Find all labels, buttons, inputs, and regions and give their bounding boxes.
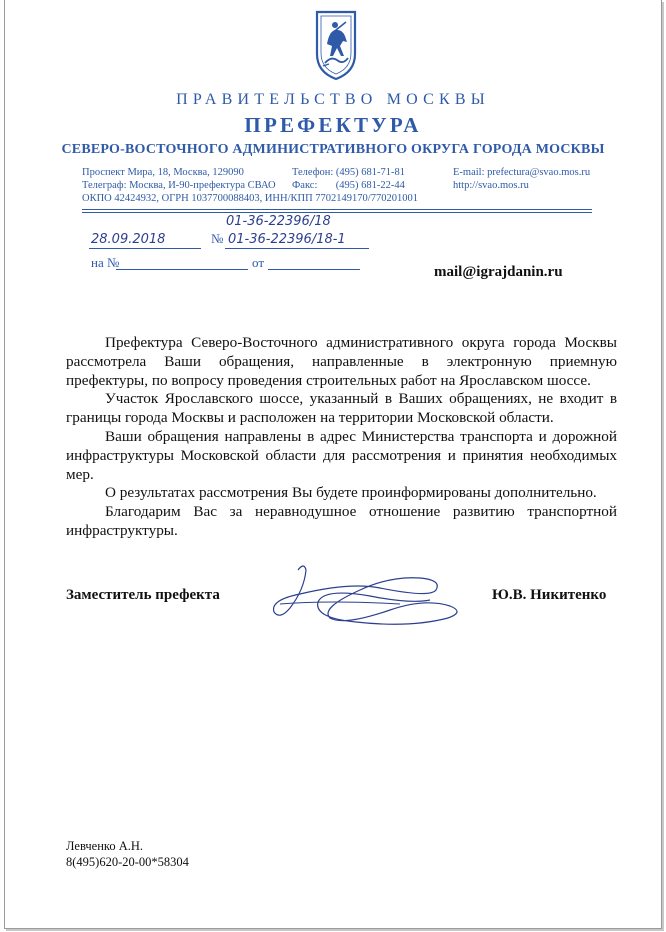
- district-title: СЕВЕРО-ВОСТОЧНОГО АДМИНИСТРАТИВНОГО ОКРУГА ГОРОДА МОСКВЫ: [61, 142, 605, 157]
- number-underline: [225, 248, 369, 249]
- reply-to-number-line: [116, 269, 248, 270]
- contact-address-block: [82, 167, 276, 192]
- website-line: http://svao.mos.ru: [453, 179, 529, 191]
- reply-to-number-label: на №: [91, 255, 120, 270]
- letter-body: [66, 334, 617, 541]
- registration-number: 01-36-22396/18-1: [228, 232, 346, 247]
- reply-to-date-line: [268, 269, 360, 270]
- reply-to-date-label: от: [252, 255, 265, 270]
- contact-phone-block: [292, 167, 405, 192]
- body-paragraph: Благодарим Вас за неравнодушное отношение развитию транспортной инфраструктуры.: [66, 503, 617, 539]
- moscow-coat-of-arms-icon: [313, 8, 359, 82]
- body-paragraph: Префектура Северо-Восточного административного округа города Москвы рассмотрела Ваши обращения, направленные в электронную приемную префектуры, по вопросу проведения строительных работ на Ярославском шоссе.: [66, 334, 617, 389]
- fax-line: Факс: (495) 681-22-44: [292, 179, 405, 191]
- signatory-name: Ю.В. Никитенко: [492, 587, 607, 603]
- body-paragraph: Участок Ярославского шоссе, указанный в Ваших обращениях, не входит в границы города Москвы и расположен на территории Московской области.: [66, 390, 617, 427]
- handwritten-signature: [260, 560, 470, 632]
- signatory-title: Заместитель префекта: [66, 587, 220, 603]
- registration-date: 28.09.2018: [91, 232, 166, 247]
- executor-phone: 8(495)620-20-00*58304: [66, 855, 189, 869]
- date-underline: [89, 248, 201, 249]
- header-divider-thick: [82, 209, 592, 210]
- address-line: Проспект Мира, 18, Москва, 129090: [82, 167, 244, 178]
- contact-web-block: [453, 167, 590, 192]
- prefecture-title: ПРЕФЕКТУРА: [244, 113, 422, 137]
- executor-name: Левченко А.Н.: [66, 839, 144, 853]
- phone-line: Телефон: (495) 681-71-81: [292, 167, 406, 178]
- addressee-email: mail@igrajdanin.ru: [434, 264, 563, 280]
- body-paragraph: О результатах рассмотрения Вы будете проинформированы дополнительно.: [105, 484, 597, 502]
- registration-number-top: 01-36-22396/18: [226, 214, 331, 229]
- letter-page: [4, 0, 662, 929]
- header-divider-thin: [82, 212, 592, 213]
- executor-block: [66, 838, 189, 870]
- telegraph-line: Телеграф: Москва, И-90-префектура СВАО: [82, 179, 276, 191]
- number-label: №: [211, 231, 224, 246]
- registry-codes: ОКПО 42424932, ОГРН 1037700088403, ИНН/КПП 7702149170/770201001: [82, 193, 418, 204]
- body-paragraph: Ваши обращения направлены в адрес Министерства транспорта и дорожной инфраструктуры Московской области для рассмотрения и принятия необходимых мер.: [66, 427, 617, 483]
- government-title: ПРАВИТЕЛЬСТВО МОСКВЫ: [176, 91, 490, 108]
- email-line: E-mail: prefectura@svao.mos.ru: [453, 167, 591, 178]
